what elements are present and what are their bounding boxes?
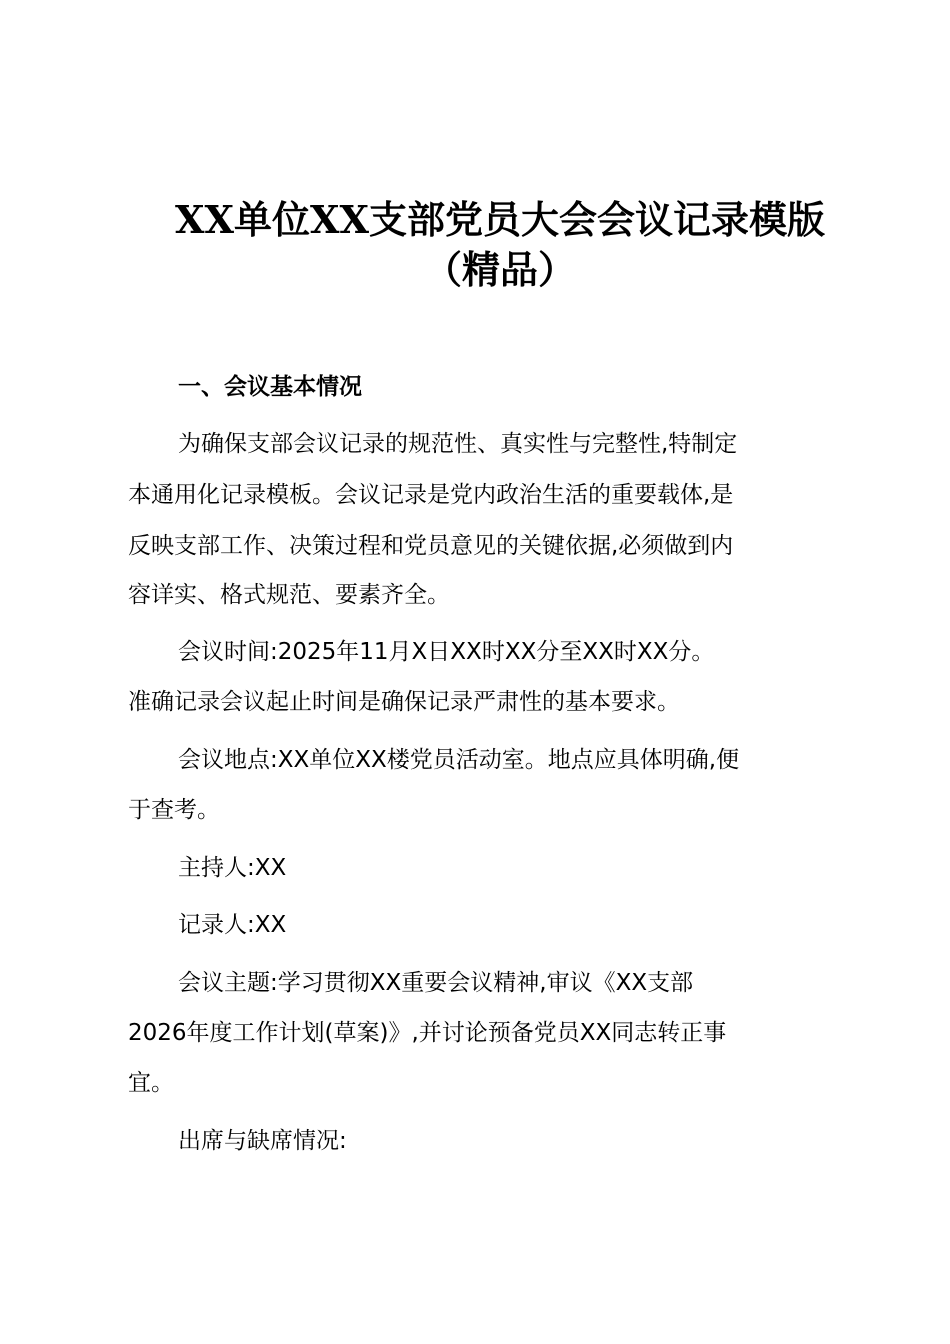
meeting-topic-line: 2026年度工作计划(草案)》,并讨论预备党员XX同志转正事 (128, 1020, 727, 1046)
host-line: 主持人:XX (178, 855, 287, 881)
document-title-suffix: （精品） (423, 247, 576, 292)
attendance-line: 出席与缺席情况: (178, 1128, 347, 1154)
intro-paragraph-line: 为确保支部会议记录的规范性、真实性与完整性,特制定 (178, 431, 738, 457)
recorder-line: 记录人:XX (178, 912, 287, 938)
intro-paragraph-line: 反映支部工作、决策过程和党员意见的关键依据,必须做到内 (128, 533, 734, 559)
meeting-topic-line: 宜。 (128, 1070, 174, 1096)
meeting-time-line: 准确记录会议起止时间是确保记录严肃性的基本要求。 (128, 689, 680, 715)
section-heading: 一、会议基本情况 (178, 374, 362, 400)
meeting-place-line: 会议地点:XX单位XX楼党员活动室。地点应具体明确,便 (178, 747, 740, 773)
document-title: XX单位XX支部党员大会会议记录模版 (175, 197, 825, 242)
meeting-topic-line: 会议主题:学习贯彻XX重要会议精神,审议《XX支部 (178, 970, 694, 996)
meeting-place-line: 于查考。 (128, 797, 220, 823)
intro-paragraph-line: 容详实、格式规范、要素齐全。 (128, 582, 450, 608)
intro-paragraph-line: 本通用化记录模板。会议记录是党内政治生活的重要载体,是 (128, 482, 734, 508)
meeting-time-line: 会议时间:2025年11月X日XX时XX分至XX时XX分。 (178, 639, 715, 665)
